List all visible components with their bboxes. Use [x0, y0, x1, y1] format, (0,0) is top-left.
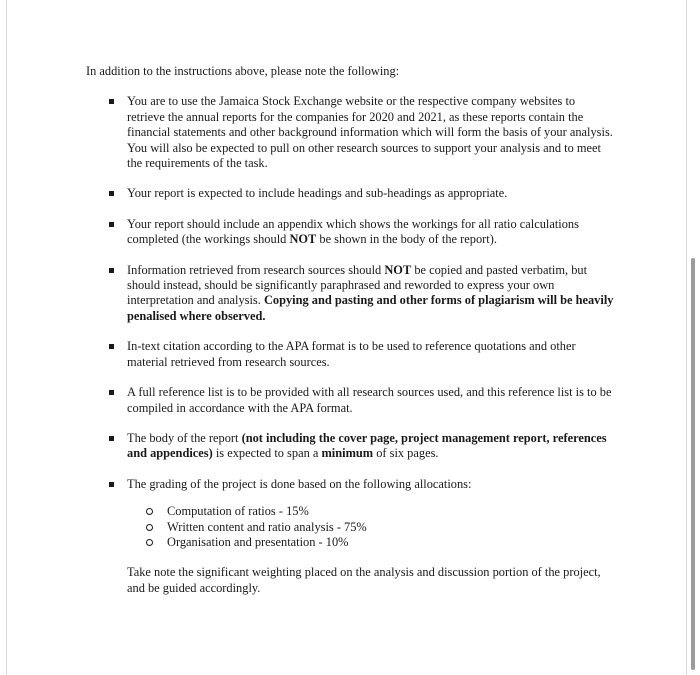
text-run: You are to use the Jamaica Stock Exchange website or the respective company websites to retrieve the annual reports for the companies for 2020 and 2021, as these reports contain the financial statements and other background information which will form the basis of your analysis. You will also be expected to pull on other research sources to support your analysis and to meet the requirements of the task. [127, 94, 613, 171]
square-bullet-icon [109, 268, 114, 273]
text-run: be copied and pasted verbatim, but should instead, should be significantly paraphrased and reworded to express your own interpretation and analysis. [127, 262, 588, 308]
text-run: The grading of the project is done based on the following allocations: [127, 476, 472, 491]
allocation-item [86, 504, 616, 519]
page-edge-left [6, 0, 7, 675]
text-run: is expected to span a [212, 446, 322, 461]
list-item [86, 263, 616, 325]
scrollbar-thumb[interactable] [691, 258, 695, 670]
text-run: Your report should include an appendix which shows the workings for all ratio calculations completed (the workings should [127, 216, 579, 247]
bold-run: minimum [321, 446, 374, 461]
bold-run: (not including the cover page, project management report, references and appendices) [127, 430, 607, 461]
allocation-item [86, 535, 616, 550]
bullet-text [127, 94, 613, 170]
allocation-text: Organisation and presentation - 10% [167, 534, 349, 549]
allocation-text: Written content and ratio analysis - 75% [167, 519, 367, 534]
square-bullet-icon [109, 99, 114, 104]
text-run: In-text citation according to the APA format is to be used to reference quotations and other material retrieved from research sources. [127, 339, 576, 369]
bold-run: Copying and pasting and other forms of plagiarism will be heavily penalised where observed. [127, 293, 614, 323]
bullet-text [127, 217, 579, 246]
closing-paragraph: Take note the significant weighting placed on the analysis and discussion portion of the project, and be guided accordingly. [127, 565, 601, 595]
circle-bullet-icon [146, 524, 153, 531]
list-item [86, 431, 616, 462]
bullet-text [127, 385, 611, 414]
list-item [86, 477, 616, 492]
instructions-list [86, 94, 616, 492]
square-bullet-icon [109, 191, 114, 196]
square-bullet-icon [109, 390, 114, 395]
allocation-text: Computation of ratios - 15% [167, 504, 309, 519]
document-body [86, 64, 616, 596]
bullet-text [127, 477, 471, 491]
allocation-item [86, 520, 616, 535]
square-bullet-icon [109, 222, 114, 227]
text-run: A full reference list is to be provided with all research sources used, and this reference list is to be compiled in accordance with the APA format. [127, 385, 612, 415]
bold-run: NOT [384, 262, 412, 277]
text-run: of six pages. [373, 446, 439, 461]
bullet-text [127, 339, 576, 368]
bold-run: NOT [289, 232, 317, 247]
text-run: Your report is expected to include headings and sub-headings as appropriate. [127, 186, 508, 201]
bullet-text [127, 431, 607, 460]
circle-bullet-icon [146, 539, 153, 546]
text-run: Information retrieved from research sources should [127, 262, 385, 277]
bullet-text [127, 263, 613, 323]
square-bullet-icon [109, 344, 114, 349]
list-item [86, 94, 616, 171]
intro-paragraph: In addition to the instructions above, please note the following: [86, 64, 400, 78]
list-item [86, 385, 616, 416]
circle-bullet-icon [146, 508, 153, 515]
bullet-text [127, 186, 507, 200]
square-bullet-icon [109, 482, 114, 487]
square-bullet-icon [109, 436, 114, 441]
text-run: be shown in the body of the report). [316, 232, 497, 247]
list-item [86, 186, 616, 201]
page-edge-right [686, 0, 687, 675]
text-run: The body of the report [127, 430, 242, 445]
list-item [86, 339, 616, 370]
allocation-list [86, 504, 616, 550]
list-item [86, 217, 616, 248]
